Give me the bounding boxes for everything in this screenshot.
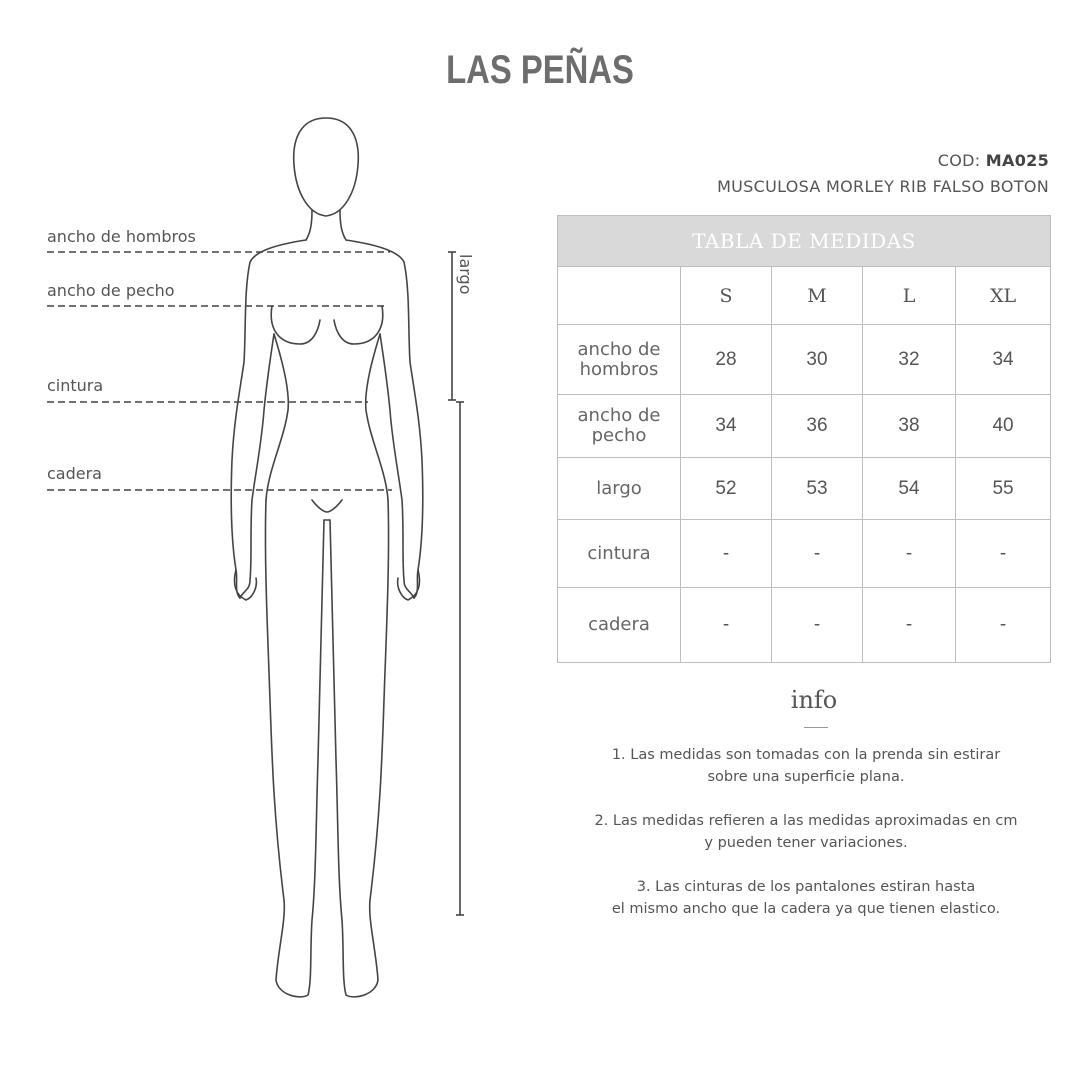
table-cell: - <box>956 520 1051 588</box>
table-cell: 28 <box>681 325 772 395</box>
note-line: 2. Las medidas refieren a las medidas aproximadas en cm <box>594 813 1018 829</box>
table-cell: - <box>863 588 956 663</box>
size-header-cell: S <box>681 267 772 325</box>
table-row <box>558 325 1051 395</box>
table-cell: 30 <box>772 325 863 395</box>
table-cell: - <box>956 588 1051 663</box>
info-note-3 <box>548 876 1064 920</box>
product-code-label: COD: <box>937 151 981 170</box>
product-code <box>938 151 1049 170</box>
label-shoulders: ancho de hombros <box>47 227 196 246</box>
table-cell: 38 <box>863 395 956 458</box>
info-note-1 <box>548 744 1064 788</box>
table-cell: 55 <box>956 458 1051 520</box>
table-cell: 36 <box>772 395 863 458</box>
size-header-cell: M <box>772 267 863 325</box>
note-line: 1. Las medidas son tomadas con la prenda sin estirar <box>611 747 1001 763</box>
table-cell: 52 <box>681 458 772 520</box>
table-row <box>558 458 1051 520</box>
label-length: largo <box>456 254 475 295</box>
table-cell: - <box>772 588 863 663</box>
figure-leg-right <box>330 500 389 997</box>
table-cell: 53 <box>772 458 863 520</box>
note-line: sobre una superficie plana. <box>707 769 905 785</box>
row-label <box>558 325 681 395</box>
note-line: 3. Las cinturas de los pantalones estiran hasta <box>636 879 976 895</box>
size-table-title: TABLA DE MEDIDAS <box>558 216 1051 267</box>
table-cell: 34 <box>681 395 772 458</box>
label-chest: ancho de pecho <box>47 281 175 300</box>
body-figure-illustration <box>0 0 520 1080</box>
figure-body-right <box>346 240 423 598</box>
table-cell: - <box>772 520 863 588</box>
size-header-cell: L <box>863 267 956 325</box>
figure-body-left <box>231 240 306 598</box>
table-cell: 32 <box>863 325 956 395</box>
label-waist: cintura <box>47 376 104 395</box>
size-header-row <box>558 267 1051 325</box>
label-hip: cadera <box>47 464 102 483</box>
size-header-empty <box>558 267 681 325</box>
info-divider <box>804 727 828 728</box>
table-cell: - <box>681 520 772 588</box>
row-label <box>558 395 681 458</box>
row-label: cadera <box>558 588 681 663</box>
table-cell: - <box>681 588 772 663</box>
figure-leg-left <box>265 500 324 997</box>
table-row <box>558 395 1051 458</box>
product-name: MUSCULOSA MORLEY RIB FALSO BOTON <box>717 177 1049 196</box>
note-line: y pueden tener variaciones. <box>704 835 908 851</box>
table-row <box>558 588 1051 663</box>
product-code-value: MA025 <box>985 151 1049 170</box>
size-header-cell: XL <box>956 267 1051 325</box>
table-cell: 34 <box>956 325 1051 395</box>
row-label-text: ancho de hombros <box>577 338 661 380</box>
table-row <box>558 520 1051 588</box>
note-line: el mismo ancho que la cadera ya que tienen elastico. <box>611 901 1001 917</box>
size-table <box>557 215 1051 663</box>
info-note-2 <box>548 810 1064 854</box>
figure-head <box>294 118 359 216</box>
table-cell: 40 <box>956 395 1051 458</box>
table-cell: - <box>863 520 956 588</box>
info-title: info <box>790 686 838 714</box>
table-cell: 54 <box>863 458 956 520</box>
row-label-text: ancho de pecho <box>577 405 661 446</box>
brand-logo: LAS PEÑAS <box>446 48 634 92</box>
row-label: cintura <box>558 520 681 588</box>
row-label: largo <box>558 458 681 520</box>
